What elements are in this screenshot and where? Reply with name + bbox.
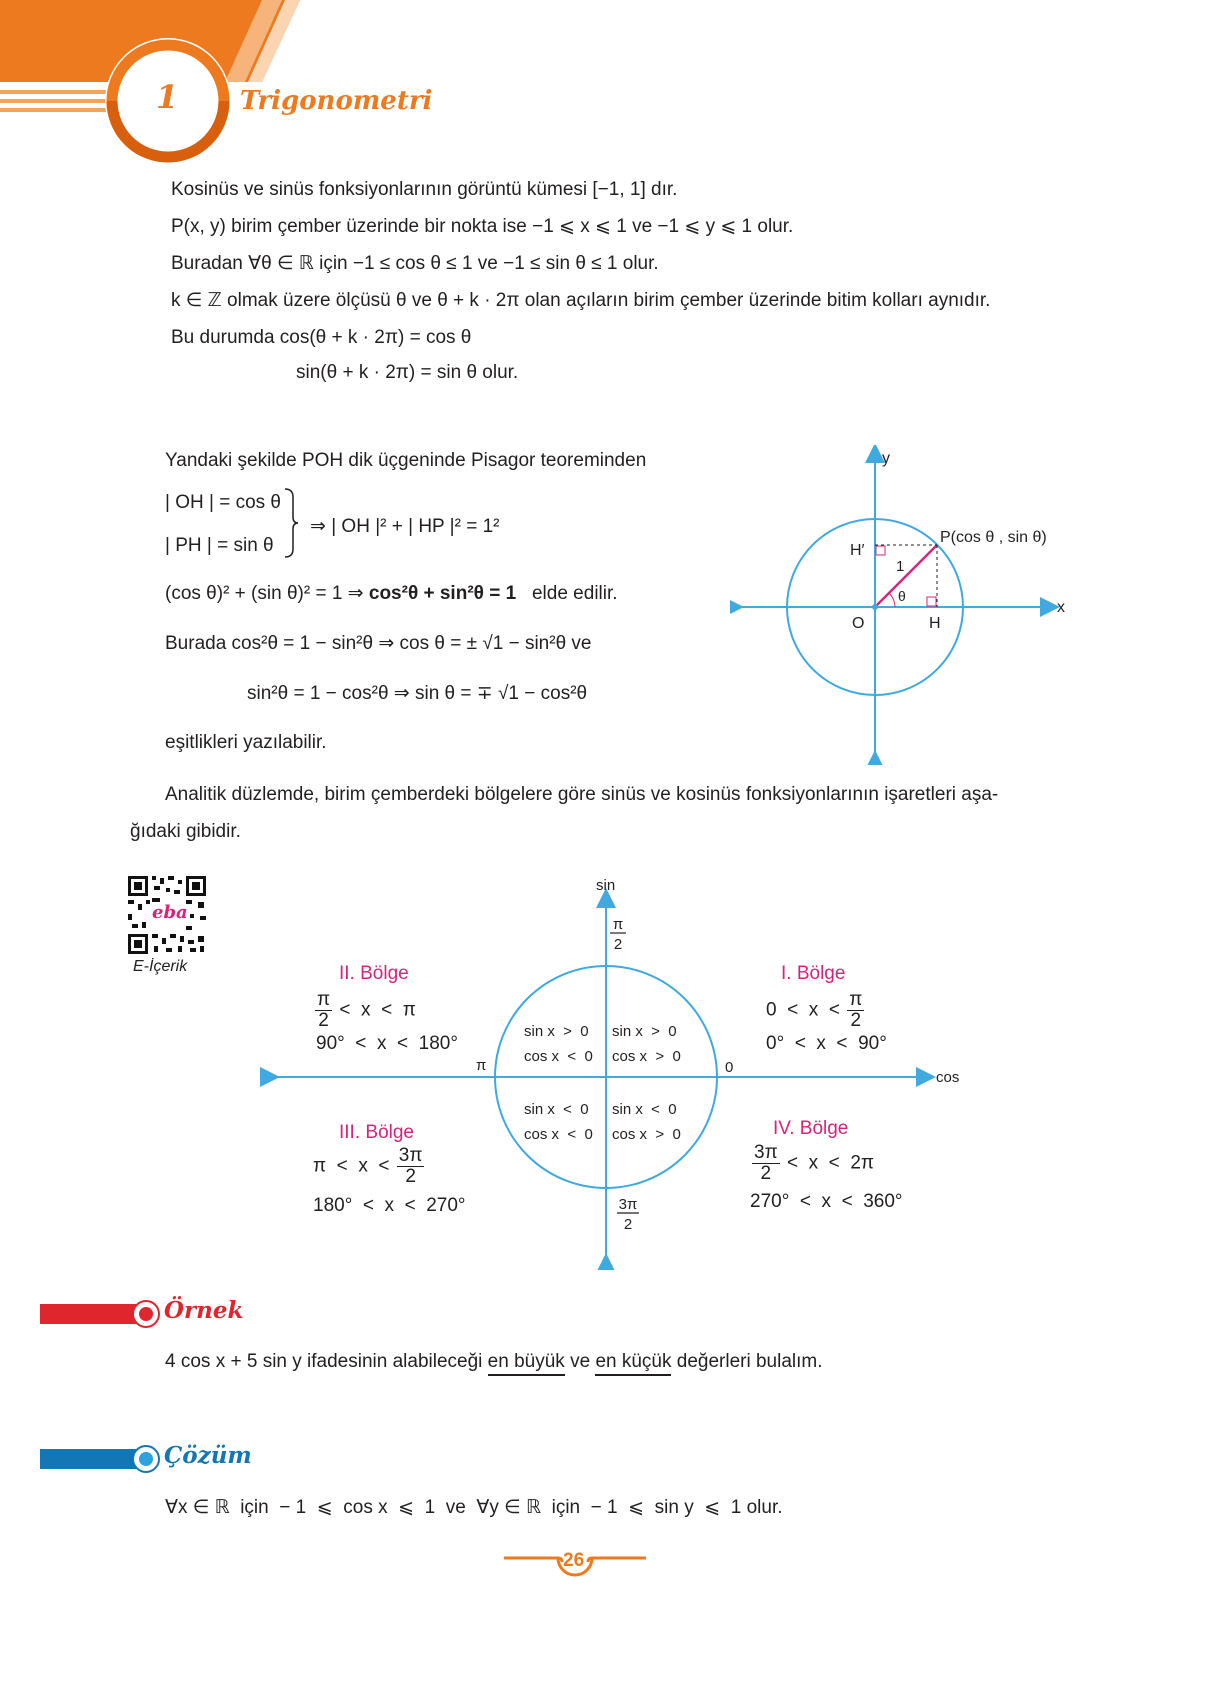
region-1-degrees: 0° < x < 90° xyxy=(766,1033,887,1054)
region-2-degrees: 90° < x < 180° xyxy=(316,1033,458,1054)
region-3-frac xyxy=(397,1146,425,1187)
ornek-text xyxy=(165,1351,823,1374)
cos-axis-label: cos xyxy=(936,1069,960,1086)
qr-label: E-İçerik xyxy=(133,958,188,975)
hprime-label: H′ xyxy=(850,542,865,559)
q4-cos-sign: cos x > 0 xyxy=(612,1126,681,1143)
region-4-frac xyxy=(752,1143,780,1184)
cozum-text: ∀x ∈ ℝ için − 1 ⩽ cos x ⩽ 1 ve ∀y ∈ ℝ için − 1 ⩽ sin y ⩽ 1 olur. xyxy=(165,1497,783,1518)
region-4-ineq-text: < x < 2π xyxy=(786,1152,875,1174)
top-frac-den: 2 xyxy=(613,936,623,953)
top-frac-num: π xyxy=(612,916,624,933)
radius-label: 1 xyxy=(896,558,905,575)
identity-pre: (cos θ)² + (sin θ)² = 1 ⇒ xyxy=(165,583,369,604)
origin-label: O xyxy=(852,615,865,632)
region-2-ineq xyxy=(313,990,416,1031)
bottom-frac-den: 2 xyxy=(623,1216,633,1233)
sin-derivation: sin²θ = 1 − cos²θ ⇒ sin θ = ∓ √1 − cos²θ xyxy=(247,683,588,704)
ph-equation: | PH | = sin θ xyxy=(165,535,274,556)
oh-equation: | OH | = cos θ xyxy=(165,492,281,513)
region-1-frac-den: 2 xyxy=(850,1009,862,1031)
region-3-title: III. Bölge xyxy=(339,1122,414,1143)
region-2-frac-den: 2 xyxy=(318,1009,329,1031)
cos-derivation: Burada cos²θ = 1 − sin²θ ⇒ cos θ = ± √1 − sin²θ ve xyxy=(165,633,592,654)
ornek-text-post: değerleri bulalım. xyxy=(676,1351,823,1372)
eba-badge: eba xyxy=(152,902,188,923)
ornek-underline-1: en büyük xyxy=(488,1351,565,1376)
region-3-ineq xyxy=(313,1146,426,1187)
theta-label: θ xyxy=(898,588,906,604)
ornek-underline-2: en küçük xyxy=(595,1351,671,1376)
intro-line-4: k ∈ ℤ olmak üzere ölçüsü θ ve θ + k · 2π olan açıların birim çember üzerinde bitim kolları aynıdır. xyxy=(171,290,991,311)
region-2-frac-num: π xyxy=(317,989,331,1010)
region-3-degrees: 180° < x < 270° xyxy=(313,1195,466,1216)
region-1-frac xyxy=(847,990,864,1031)
ornek-text-mid: ve xyxy=(570,1351,591,1372)
ornek-text-pre: 4 cos x + 5 sin y ifadesinin alabileceği xyxy=(165,1351,483,1372)
region-1-ineq xyxy=(766,990,866,1031)
region-4-title: IV. Bölge xyxy=(773,1118,849,1139)
chapter-number: 1 xyxy=(156,78,179,116)
q2-cos-sign: cos x < 0 xyxy=(524,1048,593,1065)
q4-sin-sign: sin x < 0 xyxy=(612,1101,677,1118)
region-4-frac-den: 2 xyxy=(760,1162,772,1184)
chapter-title: Trigonometri xyxy=(240,86,433,116)
ornek-label: Örnek xyxy=(164,1297,244,1324)
region-4-degrees: 270° < x < 360° xyxy=(750,1191,903,1212)
identity-bold: cos²θ + sin²θ = 1 xyxy=(368,583,517,604)
pisagor-closing: eşitlikleri yazılabilir. xyxy=(165,732,327,753)
region-1-frac-num: π xyxy=(849,989,863,1010)
region-4-ineq xyxy=(750,1143,874,1184)
cozum-banner xyxy=(40,1443,170,1475)
ornek-banner xyxy=(40,1298,170,1330)
q3-sin-sign: sin x < 0 xyxy=(524,1101,589,1118)
header-decoration xyxy=(0,0,400,170)
x-axis-label: x xyxy=(1057,599,1065,616)
region-3-ineq-text: π < x < xyxy=(313,1155,390,1177)
qr-code[interactable] xyxy=(126,874,208,956)
intro-line-6: sin(θ + k · 2π) = sin θ olur. xyxy=(296,362,519,383)
pisagor-intro: Yandaki şekilde POH dik üçgeninde Pisagor teoreminden xyxy=(165,450,647,471)
q3-cos-sign: cos x < 0 xyxy=(524,1126,593,1143)
intro-line-1: Kosinüs ve sinüs fonksiyonlarının görüntü kümesi [−1, 1] dır. xyxy=(171,179,678,200)
page-number: 26 xyxy=(563,1550,585,1571)
region-2-title: II. Bölge xyxy=(339,963,409,984)
region-1-ineq-text: 0 < x < xyxy=(766,999,840,1021)
identity-line xyxy=(165,583,618,606)
brace-icon xyxy=(283,487,299,559)
identity-post: elde edilir. xyxy=(531,583,618,604)
p-label: P(cos θ , sin θ) xyxy=(940,529,1047,546)
cozum-label: Çözüm xyxy=(164,1442,252,1469)
zero-label: 0 xyxy=(725,1059,734,1076)
region-2-frac xyxy=(315,990,332,1031)
analytic-text-1: Analitik düzlemde, birim çemberdeki bölgelere göre sinüs ve kosinüs fonksiyonlarının işaretleri aşa- xyxy=(165,784,999,805)
sin-axis-label: sin xyxy=(596,877,616,894)
intro-line-2: P(x, y) birim çember üzerinde bir nokta ise −1 ⩽ x ⩽ 1 ve −1 ⩽ y ⩽ 1 olur. xyxy=(171,216,794,237)
region-3-frac-den: 2 xyxy=(405,1165,416,1187)
unit-circle-diagram xyxy=(730,445,1080,765)
h-label: H xyxy=(929,615,941,632)
radius-op xyxy=(875,545,937,607)
region-1-title: I. Bölge xyxy=(781,963,846,984)
region-3-frac-num: 3π xyxy=(398,1145,423,1166)
analytic-text-2: ğıdaki gibidir. xyxy=(130,821,241,842)
region-4-frac-num: 3π xyxy=(754,1142,778,1163)
intro-line-5: Bu durumda cos(θ + k · 2π) = cos θ xyxy=(171,327,472,348)
pythagoras-implies: ⇒ | OH |² + | HP |² = 1² xyxy=(310,516,500,537)
q1-cos-sign: cos x > 0 xyxy=(612,1048,681,1065)
y-axis-label: y xyxy=(882,450,890,467)
q1-sin-sign: sin x > 0 xyxy=(612,1023,677,1040)
bottom-frac-num: 3π xyxy=(618,1196,638,1213)
intro-line-3: Buradan ∀θ ∈ ℝ için −1 ≤ cos θ ≤ 1 ve −1 ≤ sin θ ≤ 1 olur. xyxy=(171,253,659,274)
region-2-ineq-text: < x < π xyxy=(339,999,416,1021)
pi-label: π xyxy=(476,1057,487,1074)
q2-sin-sign: sin x > 0 xyxy=(524,1023,589,1040)
header xyxy=(0,0,1210,170)
